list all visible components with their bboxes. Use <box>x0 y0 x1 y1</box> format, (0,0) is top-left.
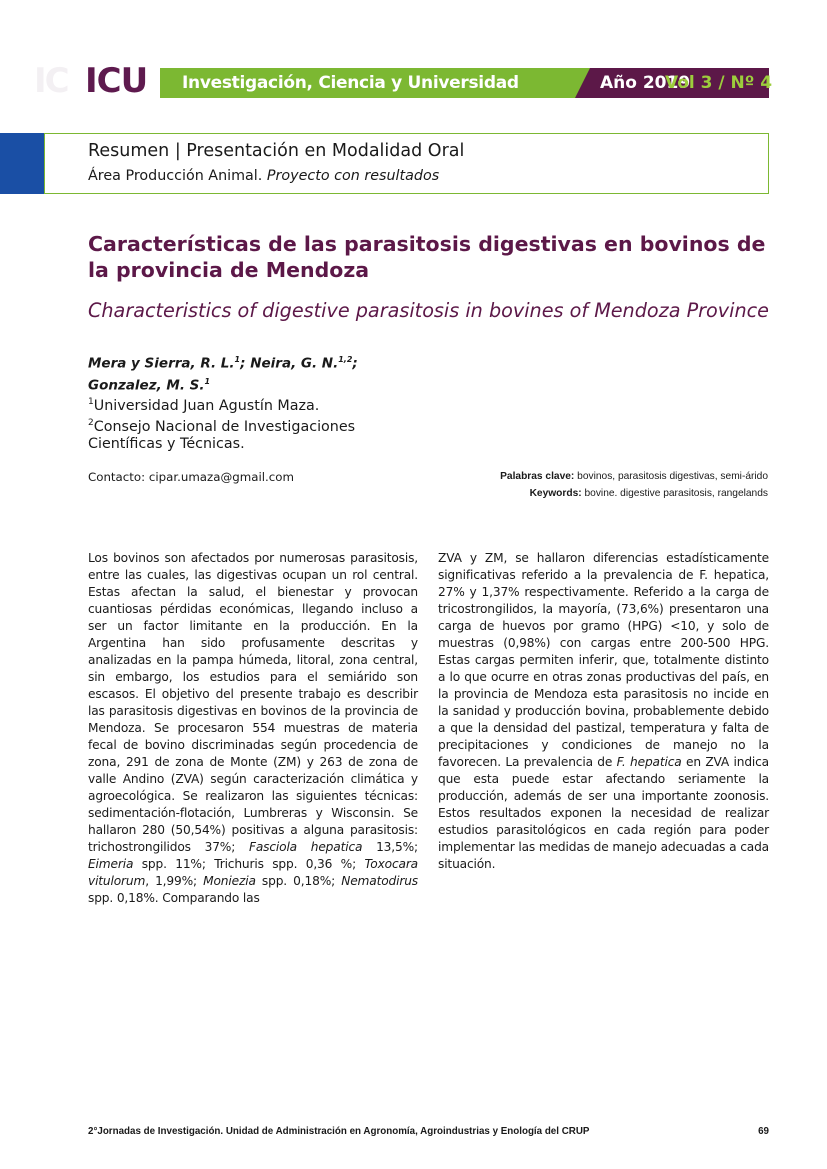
keywords-english-label: Keywords: <box>529 488 582 499</box>
section-project-type: Proyecto con resultados <box>266 168 440 184</box>
affiliation-2 <box>88 415 418 453</box>
logo-shadow-graphic: IC <box>34 61 68 101</box>
issue-year: Año 2019 <box>600 73 691 93</box>
paper-title-english: Characteristics of digestive parasitosis in bovines of Mendoza Province <box>88 299 769 322</box>
affiliation-list <box>88 394 418 453</box>
abstract-column-1 <box>88 550 418 907</box>
species-name: Fasciola hepatica <box>248 840 363 854</box>
keywords-spanish-value: bovinos, parasitosis digestivas, semi-árido <box>577 471 768 482</box>
author-3: Gonzalez, M. S. <box>88 377 205 393</box>
keywords-spanish-label: Palabras clave: <box>500 471 575 482</box>
author-1-affiliation: 1 <box>234 355 241 364</box>
abstract-text: spp. 0,18%; <box>261 874 336 888</box>
author-2: Neira, G. N. <box>250 355 339 372</box>
section-area: Área Producción Animal. <box>88 168 263 184</box>
species-name: Moniezia <box>203 874 256 888</box>
species-name: F. hepatica <box>616 755 682 769</box>
section-title: Resumen | Presentación en Modalidad Oral <box>88 141 465 161</box>
issue-volume: Vol 3 / Nº 4 <box>665 73 773 93</box>
abstract-text: ZVA y ZM, se hallaron diferencias estadísticamente significativas referido a la prevalencia de F. hepatica, 27% y 1,37% respectivamente. Referido a la carga de tricostrongilidos, la mayoría, (73,6%) presentaron una carga de huevos por gramo (HPG) <10, y solo de muestras (0,98%) con cargas entre 200-500 HPG. Estas cargas permiten inferir, que, totalmente distinto a lo que ocurre en otras zonas productivas del país, en la provincia de Mendoza esta parasitosis no incide en la sanidad y producción bovina, probablemente debido a que la densidad del pastizal, temperatura y falta de precipitaciones y condiciones de manejo no la favorecen. La prevalencia de <box>438 551 769 769</box>
abstract-text: 13,5%; <box>376 840 419 854</box>
affiliation-2-number: 2 <box>88 417 94 428</box>
abstract-text: spp. 11%; Trichuris spp. 0,36 %; <box>141 857 357 871</box>
section-subtitle <box>88 167 439 185</box>
abstract-text: en ZVA indica que esta puede estar afectando seriamente la producción, además de ser una importante zoonosis. Estos resultados exponen la necesidad de realizar estudios parasitológicos en cada región para poder implementar las medidas de manejo adecuadas a cada situación. <box>438 755 770 871</box>
page-number: 69 <box>758 1126 769 1137</box>
contact-line <box>88 469 294 485</box>
species-name: Eimeria <box>88 857 134 871</box>
contact-label: Contacto: <box>88 470 146 484</box>
author-1: Mera y Sierra, R. L. <box>88 355 235 372</box>
affiliation-1-number: 1 <box>88 397 94 407</box>
species-name: Nematodirus <box>341 874 418 888</box>
author-3-affiliation: 1 <box>204 376 211 386</box>
abstract-column-2 <box>438 550 769 873</box>
species-name: Toxocara vitulorum <box>88 857 418 888</box>
journal-name: Investigación, Ciencia y Universidad <box>182 73 519 93</box>
keywords-english-value: bovine. digestive parasitosis, rangelands <box>584 488 768 499</box>
abstract-text: , 1,99%; <box>145 874 197 888</box>
keywords-english <box>530 487 768 501</box>
author-separator: ; <box>240 355 246 372</box>
affiliation-1 <box>88 394 418 415</box>
author-separator: ; <box>352 355 358 372</box>
author-list <box>88 351 408 394</box>
paper-title-spanish: Características de las parasitosis digestivas en bovinos de la provincia de Mendoza <box>88 232 766 282</box>
footer-text: 2°Jornadas de Investigación. Unidad de Administración en Agronomía, Agroindustrias y Enología del CRUP <box>88 1126 590 1137</box>
affiliation-1-name: Universidad Juan Agustín Maza. <box>93 397 320 414</box>
abstract-text: Los bovinos son afectados por numerosas parasitosis, entre las cuales, las digestivas ocupan un rol central. Estas afectan la salud, el bienestar y provocan cuantiosas pérdidas económicas, llegando incluso a ser un factor limitante en la producción. En la Argentina han sido profusamente descritas y analizadas en la pampa húmeda, litoral, zona central, sin embargo, los estudios para el semiárido son escasos. El objetivo del presente trabajo es describir las parasitosis digestivas en bovinos de la provincia de Mendoza. Se procesaron 554 muestras de materia fecal de bovino discriminadas según procedencia de zona, 291 de zona de Monte (ZM) y 263 de zona de valle Andino (ZVA) según caracterización climática y agroecológica. Se realizaron las siguientes técnicas: sedimentación-flotación, Lumbreras y Wisconsin. Se hallaron 280 (50,54%) positivas a alguna parasitosis: trichostrongilidos 37%; <box>88 551 418 854</box>
abstract-text: spp. 0,18%. Comparando las <box>88 891 260 905</box>
keywords-spanish <box>500 470 768 484</box>
author-2-affiliation: 1,2 <box>338 355 353 364</box>
journal-logo: ICU <box>85 61 148 101</box>
contact-email[interactable]: cipar.umaza@gmail.com <box>148 470 294 484</box>
affiliation-2-name: Consejo Nacional de Investigaciones Científicas y Técnicas. <box>88 418 356 452</box>
section-marker <box>0 133 44 194</box>
